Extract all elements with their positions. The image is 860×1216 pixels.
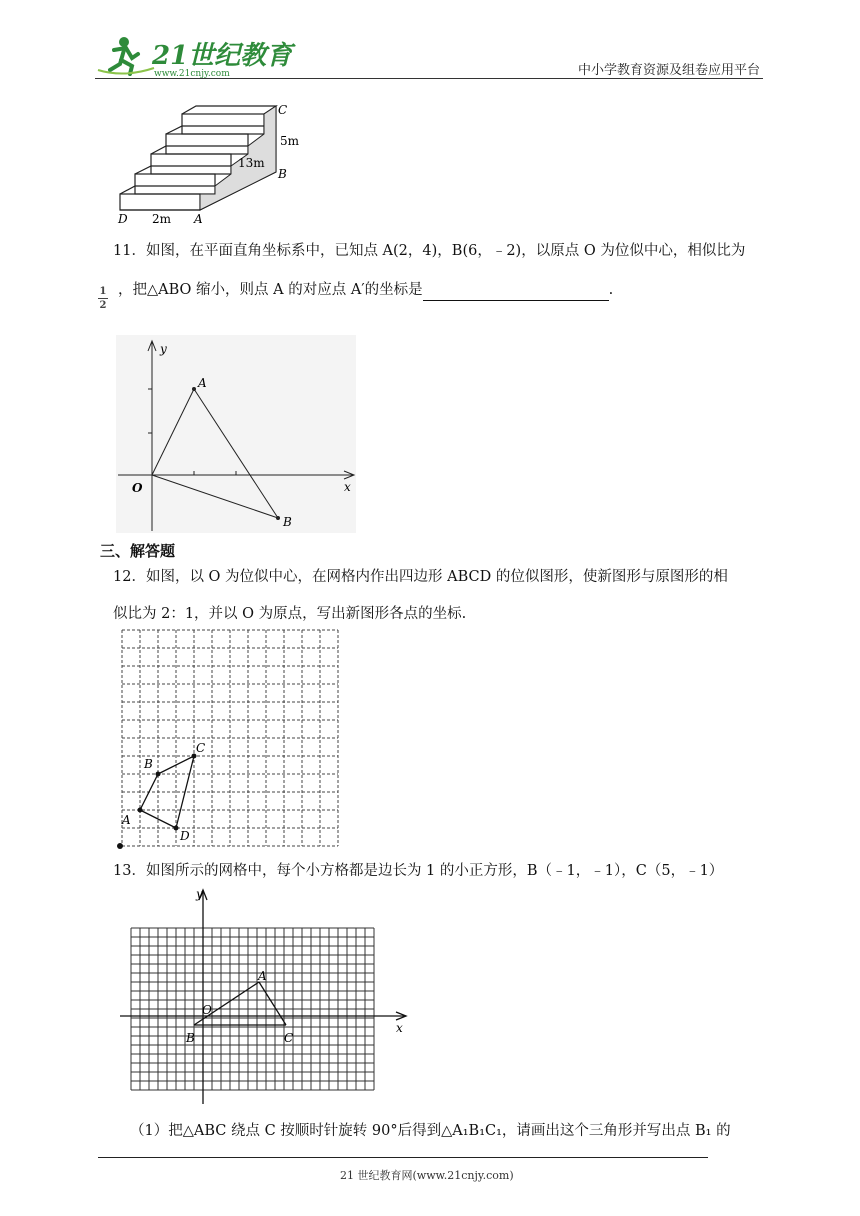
fig13-label-x: x [396,1021,403,1035]
fraction-denominator: 2 [99,300,107,311]
q11-line2 [118,279,613,301]
answer-blank [423,286,609,301]
stairs-label-5m: 5m [280,134,300,148]
stairs-label-2m: 2m [152,212,172,226]
stairs-label-d: D [118,212,128,226]
fig11-label-y: y [160,342,167,356]
section-title: 三、解答题 [100,542,176,560]
fig12-label-a: A [122,813,131,827]
q13-sub1: （1）把△ABC 绕点 C 按顺时针旋转 90°后得到△A₁B₁C₁，请画出这个三角形并写出点 B₁ 的 [130,1123,731,1139]
fig13-label-o: O [202,1003,212,1017]
fig13-label-c: C [284,1031,294,1045]
q12-line2: 似比为 2：1，并以 O 为原点，写出新图形各点的坐标. [113,606,467,622]
fig11-label-b: B [283,515,292,529]
fig13-label-y: y [196,887,203,901]
fig12-label-d: D [180,829,190,843]
q11-fraction [98,286,108,311]
origin-point [117,843,123,849]
q13-line1: 13．如图所示的网格中，每个小方格都是边长为 1 的小正方形，B（﹣1，﹣1），C（5，﹣1） [113,863,724,879]
fig12-label-b: B [144,757,153,771]
logo-url: www.21cnjy.com [154,69,230,79]
fig13-label-b: B [186,1031,195,1045]
stairs-label-a: A [194,212,203,226]
segment-ac [259,982,286,1025]
stairs-label-c: C [278,103,288,117]
header-divider [95,78,763,79]
fig13-label-a: A [258,969,267,983]
fig11-label-x: x [344,480,351,494]
site-logo [94,30,293,82]
q11-line2-end: . [608,282,614,298]
fraction-bar [98,298,108,299]
stairs-label-13m: 13m [238,156,265,170]
stairs-figure [110,100,300,228]
q11-coordinate-figure [116,335,356,533]
q11-line2-text: ，把△ABO 缩小，则点 A 的对应点 A′的坐标是 [118,282,423,298]
fraction-numerator: 1 [99,286,107,297]
fig11-label-a: A [198,376,207,390]
q13-grid-figure [114,884,414,1108]
header-right-text: 中小学教育资源及组卷应用平台 [577,63,760,78]
logo-text: 21世纪教育 [152,41,293,71]
runner-icon [98,37,154,74]
footer-divider [98,1157,708,1158]
q12-grid-figure [110,628,348,850]
q11-line1: 11．如图，在平面直角坐标系中，已知点 A(2，4)，B(6，﹣2)，以原点 O 为位似中心，相似比为 [113,243,746,259]
fig12-label-c: C [196,741,206,755]
fig11-label-o: O [132,481,143,495]
q12-line1: 12．如图，以 O 为位似中心，在网格内作出四边形 ABCD 的位似图形，使新图形与原图形的相 [113,569,728,585]
footer-text: 21 世纪教育网(www.21cnjy.com) [340,1169,514,1182]
stairs-label-b: B [278,167,287,181]
